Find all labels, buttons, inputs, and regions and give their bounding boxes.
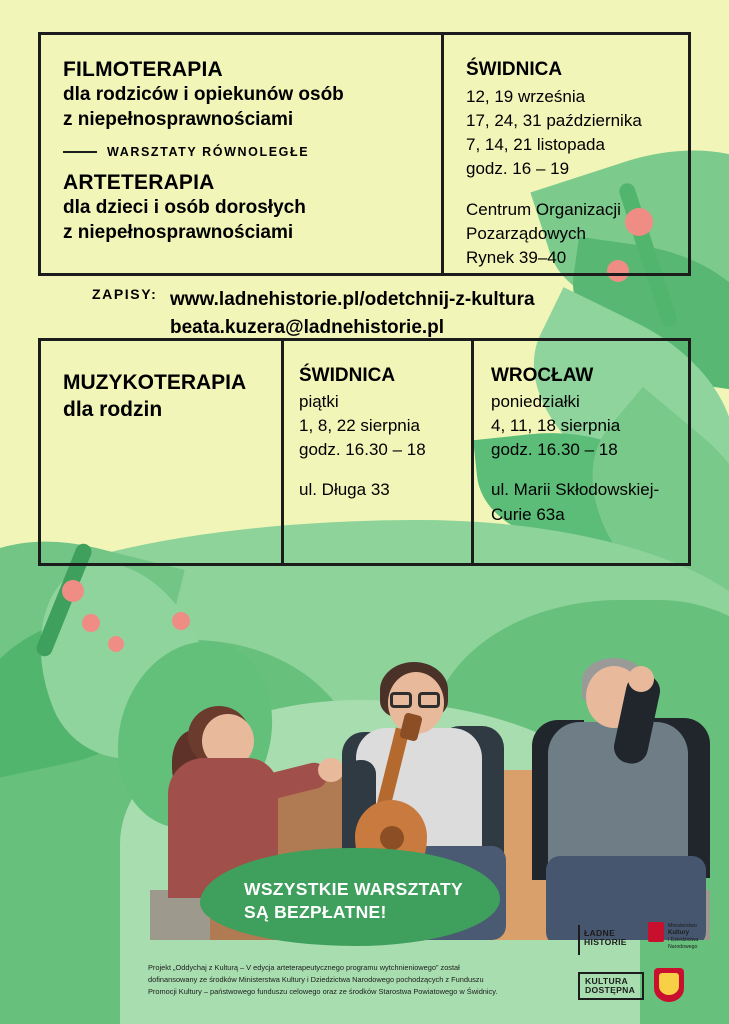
ministry-of-culture-logo [648, 920, 714, 956]
ministry-line3: i Dziedzictwa [668, 937, 699, 943]
ladne-histories-logo [578, 925, 636, 955]
city-swidnica: ŚWIDNICA [466, 59, 563, 80]
divider-line [63, 151, 97, 153]
dot-decoration [108, 636, 124, 652]
vertical-divider [281, 341, 284, 563]
schedule-line: godz. 16.30 – 18 [491, 440, 618, 460]
city-wroclaw: WROCŁAW [491, 365, 594, 386]
venue-line: Pozarządowych [466, 223, 587, 243]
free-line-1: WSZYSTKIE WARSZTATY [244, 879, 463, 899]
venue-line: Rynek 39–40 [466, 247, 567, 267]
vertical-divider [471, 341, 474, 563]
top-left-content [63, 57, 433, 246]
wroclaw-column [491, 365, 686, 527]
ministry-line2: Kultury [668, 929, 689, 936]
program-subtitle-line1: dla rodziców i opiekunów osób [63, 84, 344, 106]
program-title-filmoterapia: FILMOTERAPIA [63, 58, 223, 81]
venue-line: Centrum Organizacji [466, 199, 621, 219]
ladne-logo-line1: ŁADNE [584, 928, 616, 938]
signup-label: ZAPISY: [92, 286, 158, 302]
schedule-line: 1, 8, 22 sierpnia [299, 416, 420, 436]
funding-footer-text [148, 962, 548, 998]
signup-block [92, 286, 692, 341]
kultura-dostepna-logo [578, 972, 644, 1000]
parallel-workshops-divider [63, 145, 433, 159]
kultura-line1: KULTURA [585, 976, 628, 986]
muzykoterapia-title-block [63, 369, 273, 424]
free-workshops-text [244, 878, 504, 924]
eagle-icon [648, 922, 664, 942]
program2-subtitle-line1: dla dzieci i osób dorosłych [63, 197, 306, 219]
bottom-info-box [38, 338, 691, 566]
footer-line-1: Projekt „Oddychaj z Kulturą – V edycja arteterapeutycznego programu wytchnieniowego” został [148, 963, 460, 972]
parallel-workshops-label: WARSZTATY RÓWNOLEGŁE [107, 145, 310, 160]
program-title-muzykoterapia-sub: dla rodzin [63, 398, 163, 422]
signup-email-link[interactable]: beata.kuzera@ladnehistorie.pl [170, 316, 445, 338]
program-subtitle-line2: z niepełnosprawnościami [63, 108, 294, 130]
time-line: godz. 16 – 19 [466, 159, 570, 179]
schedule-line: godz. 16.30 – 18 [299, 440, 426, 460]
coat-of-arms-inner [659, 973, 679, 995]
kultura-line2: DOSTĘPNA [585, 985, 636, 996]
ministry-line1: Ministerstwo [668, 923, 697, 929]
signup-links [170, 286, 535, 341]
top-right-content [466, 59, 691, 270]
program2-subtitle-line2: z niepełnosprawnościami [63, 222, 294, 244]
city-swidnica: ŚWIDNICA [299, 365, 396, 386]
dot-decoration [62, 580, 84, 602]
date-line: 7, 14, 21 listopada [466, 135, 605, 155]
footer-line-3: Promocji Kultury – państwowego funduszu celowego oraz ze środków Starostwa Powiatowego w Świdnicy. [148, 986, 498, 996]
footer-line-2: dofinansowany ze środków Ministerstwa Kultury i Dziedzictwa Narodowego pochodzących z Funduszu [148, 974, 484, 984]
ministry-line4: Narodowego [668, 943, 698, 950]
schedule-line: piątki [299, 392, 339, 411]
program-title-arteterapia: ARTETERAPIA [63, 171, 215, 195]
date-line: 12, 19 września [466, 87, 586, 106]
free-line-2: SĄ BEZPŁATNE! [244, 902, 387, 923]
program-title-muzykoterapia: MUZYKOTERAPIA [63, 371, 247, 394]
venue-line: Curie 63a [491, 504, 565, 524]
county-coat-of-arms-icon [654, 968, 684, 1002]
schedule-line: poniedziałki [491, 392, 580, 411]
top-info-box [38, 32, 691, 276]
dot-decoration [82, 614, 100, 632]
date-line: 17, 24, 31 października [466, 111, 642, 131]
schedule-line: 4, 11, 18 sierpnia [491, 416, 621, 436]
dot-decoration [172, 612, 190, 630]
swidnica-column [299, 365, 464, 503]
venue-line: ul. Marii Skłodowskiej- [491, 480, 660, 500]
venue-line: ul. Długa 33 [299, 480, 390, 500]
ladne-logo-line2: HISTORIE [584, 937, 627, 948]
signup-website-link[interactable]: www.ladnehistorie.pl/odetchnij-z-kultura [170, 289, 535, 310]
vertical-divider [441, 35, 444, 273]
